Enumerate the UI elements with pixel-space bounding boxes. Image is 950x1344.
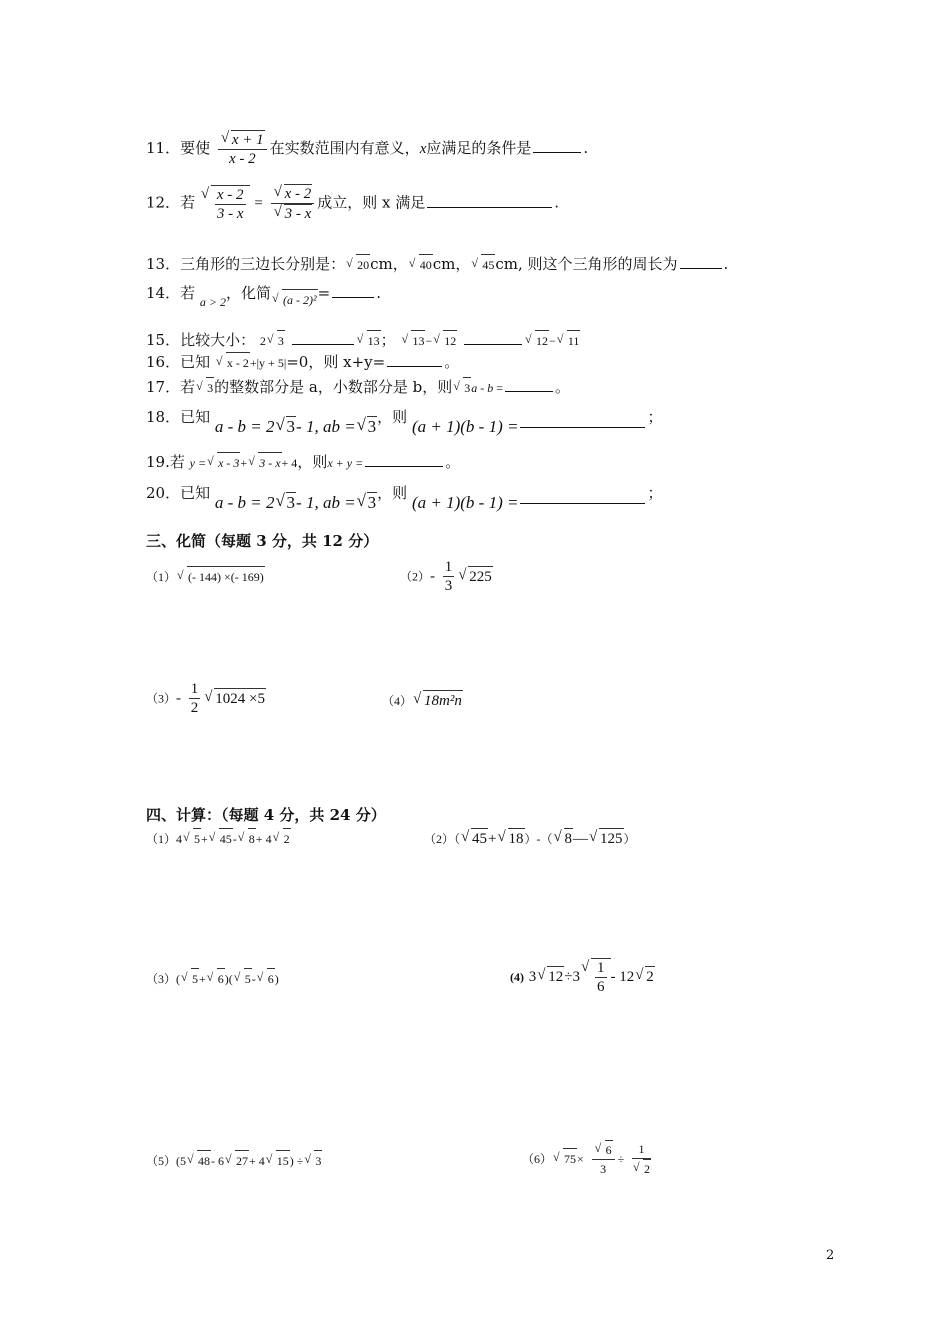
- sign: -: [430, 568, 436, 585]
- question-number: 14．: [146, 284, 181, 302]
- equals: =: [254, 195, 263, 212]
- sqrt: √ 1024 ×5: [204, 688, 266, 709]
- sqrt: √ 48: [187, 1150, 211, 1171]
- numerator: √ x - 2: [216, 186, 244, 203]
- text: ，则: [377, 484, 408, 502]
- sqrt: √ 225: [458, 566, 493, 587]
- text: 若: [180, 284, 196, 302]
- text: 已知: [180, 484, 211, 502]
- text: ；: [380, 331, 396, 349]
- problem-label: （2）: [424, 832, 455, 846]
- problem-label: （3）: [146, 691, 177, 706]
- question-number: 20．: [146, 484, 181, 502]
- expression: (a + 1)(b - 1) =: [411, 493, 519, 512]
- question-number: 13．: [146, 255, 181, 273]
- text: .: [723, 255, 729, 273]
- text: .: [376, 284, 381, 302]
- answer-blank: [365, 452, 443, 467]
- sqrt: √ 5: [234, 968, 252, 989]
- sqrt: √ 3: [196, 377, 214, 398]
- abs-term: +|y + 5|: [249, 356, 287, 370]
- text: 若: [180, 378, 196, 396]
- sqrt: √ x - 2: [216, 352, 250, 373]
- question-number: 16．: [146, 353, 181, 371]
- sqrt: √ 45: [461, 828, 488, 849]
- expression: a - b = 2√ 3- 1, ab =√ 3: [215, 417, 377, 436]
- fraction: $\frac{1}{3}$: [444, 559, 453, 594]
- problem-4-4: (4) 3√ 12÷3 √ $\frac{1}{6}$ - 12√ 2: [510, 958, 655, 996]
- sqrt: √ 3: [453, 377, 471, 398]
- text: cm, 则这个三角形的周长为: [495, 255, 678, 273]
- question-17: [146, 377, 570, 398]
- question-16: [146, 352, 459, 373]
- problem-label: （5）: [146, 1154, 177, 1168]
- radicand: x + 1: [231, 132, 264, 148]
- denominator: x - 2: [228, 151, 256, 167]
- fraction: √ $\frac{6}{3}$: [592, 1140, 615, 1178]
- sqrt: √ (a - 2)²: [272, 289, 318, 310]
- text: cm，: [370, 255, 408, 273]
- text: 已知: [180, 353, 211, 371]
- text: =0，则 x+y=: [286, 353, 386, 371]
- sqrt: √ 12: [537, 966, 564, 987]
- problem-3-1: [146, 566, 265, 587]
- sqrt-fraction: [201, 185, 250, 223]
- text: 三角形的三边长分别是：: [180, 255, 346, 273]
- variable: x: [419, 141, 427, 157]
- sqrt: √ 12: [525, 330, 549, 351]
- text: 应满足的条件是: [426, 139, 532, 157]
- question-12: [146, 184, 559, 223]
- question-number: 19.: [146, 453, 170, 471]
- text: 要使: [180, 139, 211, 157]
- operator: −: [549, 334, 556, 348]
- text: ，则: [377, 408, 408, 426]
- section-3-title: 三、化简（每题 3 分，共 12 分）: [146, 532, 379, 550]
- text: cm，: [432, 255, 471, 273]
- sqrt: √ 11: [557, 330, 581, 351]
- sqrt: √ 20: [346, 254, 370, 275]
- text: 。: [445, 453, 461, 471]
- answer-blank: [505, 377, 553, 392]
- expression: a - b = 2√ 3- 1, ab =√ 3: [215, 493, 377, 512]
- sqrt: √ 45: [209, 828, 233, 849]
- radicand: 3 - x: [284, 206, 312, 222]
- sqrt: √ 18m²n: [413, 690, 463, 711]
- sqrt: √ 2: [273, 828, 291, 849]
- sqrt: √ 75: [553, 1148, 577, 1169]
- text: ；: [647, 408, 663, 426]
- text: 。: [444, 353, 460, 371]
- denominator: 3 - x: [216, 205, 244, 222]
- question-number: 12．: [146, 193, 181, 212]
- sqrt: √ 2: [635, 966, 655, 987]
- question-number: 18．: [146, 408, 181, 426]
- text: ；: [647, 484, 663, 502]
- problem-label: （2）: [400, 569, 431, 584]
- sqrt: √ 3: [267, 330, 285, 351]
- condition: a > 2: [199, 295, 226, 309]
- text: ，化简: [226, 284, 272, 302]
- problem-3-4: [382, 690, 463, 711]
- text: .: [554, 193, 560, 212]
- text: 的整数部分是 a，小数部分是 b，则: [214, 378, 453, 396]
- problem-4-2: （2）（√ 45+√ 18）-（√ 8—√ 125）: [424, 828, 636, 849]
- fraction: [218, 130, 267, 168]
- question-number: 15．: [146, 331, 181, 349]
- answer-blank: [427, 193, 552, 208]
- question-11: [146, 130, 588, 168]
- sqrt: √ 8: [238, 828, 256, 849]
- sqrt: √ 40: [409, 254, 433, 275]
- coefficient: 2: [259, 334, 266, 348]
- question-14: [146, 283, 381, 309]
- answer-blank: [464, 330, 522, 345]
- sqrt: √ 18: [498, 828, 525, 849]
- problem-4-6: （6）√ 75× √ $\frac{6}{3}$ ÷ 1 √ 2: [522, 1140, 654, 1178]
- sqrt: √ 3 - x: [248, 452, 281, 473]
- answer-blank: [332, 283, 374, 298]
- text: ，则: [297, 453, 328, 471]
- sqrt: √ (- 144) ×(- 169): [177, 566, 265, 587]
- text: 。: [554, 378, 570, 396]
- problem-label: （3）: [146, 972, 177, 986]
- question-number: 17．: [146, 378, 181, 396]
- question-13: [146, 254, 728, 275]
- sqrt: √ 27: [225, 1150, 249, 1171]
- sqrt: √ 5: [183, 828, 201, 849]
- question-18: [146, 406, 663, 436]
- equals: =: [493, 381, 503, 395]
- problem-3-2: [400, 558, 493, 595]
- sqrt: √ 45: [471, 254, 495, 275]
- fraction: [271, 184, 315, 223]
- answer-blank: [680, 254, 722, 269]
- section-4-title: 四、计算：（每题 4 分，共 24 分）: [146, 806, 386, 824]
- text: .: [583, 139, 589, 157]
- sqrt: √ 15: [266, 1150, 290, 1171]
- problem-3-3: [146, 680, 266, 717]
- expression: + 4: [281, 456, 298, 470]
- operator: −: [425, 334, 433, 348]
- sqrt: √ 5: [181, 968, 199, 989]
- expression: a - b: [471, 381, 494, 395]
- sqrt: √ 13: [401, 330, 425, 351]
- problem-label: （6）: [522, 1152, 553, 1166]
- text: 比较大小：: [180, 331, 256, 349]
- expression: (a + 1)(b - 1) =: [411, 417, 519, 436]
- text: 在实数范围内有意义，: [269, 139, 420, 157]
- answer-blank: [387, 352, 442, 367]
- expression: x + y =: [327, 456, 364, 470]
- text: 成立，则 x 满足: [317, 193, 426, 212]
- fraction: $\frac{1}{2}$: [190, 681, 199, 716]
- question-15: [146, 330, 580, 351]
- answer-blank: [292, 330, 354, 345]
- text: 若: [180, 193, 196, 212]
- problem-label: （1）: [146, 832, 177, 846]
- answer-blank: [533, 138, 581, 153]
- problem-label: （1）: [146, 570, 177, 584]
- sqrt: √ 3: [304, 1150, 322, 1171]
- answer-blank: [520, 489, 645, 504]
- text: 若: [169, 453, 185, 471]
- sqrt: √ 8: [554, 828, 574, 849]
- text: 已知: [180, 408, 211, 426]
- sqrt: √ x - 3: [207, 452, 240, 473]
- text: =: [317, 284, 331, 302]
- expression: y =: [189, 456, 207, 470]
- sqrt: √ 6: [257, 968, 275, 989]
- problem-label: （4）: [382, 694, 413, 708]
- problem-4-1: （1）4√ 5+√ 45-√ 8+ 4√ 2: [146, 828, 291, 849]
- radicand: x - 2: [284, 186, 312, 202]
- fraction: 1 √ 2: [632, 1140, 651, 1178]
- problem-4-3: （3）(√ 5+√ 6)(√ 5-√ 6): [146, 968, 279, 989]
- problem-label: (4): [510, 969, 524, 984]
- sqrt: √ 125: [589, 828, 624, 849]
- sign: -: [176, 690, 182, 707]
- question-number: 11．: [146, 139, 181, 157]
- sqrt: √ 13: [357, 330, 381, 351]
- answer-blank: [520, 413, 645, 428]
- page-number: 2: [826, 1248, 835, 1263]
- sqrt: √ 6: [207, 968, 225, 989]
- problem-4-5: （5）(5√ 48- 6√ 27+ 4√ 15) ÷√ 3: [146, 1150, 322, 1171]
- question-19: [146, 452, 460, 473]
- sqrt-fraction: √ $\frac{1}{6}$: [581, 958, 611, 996]
- operator: +: [240, 456, 248, 470]
- question-20: [146, 482, 663, 512]
- sqrt: √ 12: [433, 330, 457, 351]
